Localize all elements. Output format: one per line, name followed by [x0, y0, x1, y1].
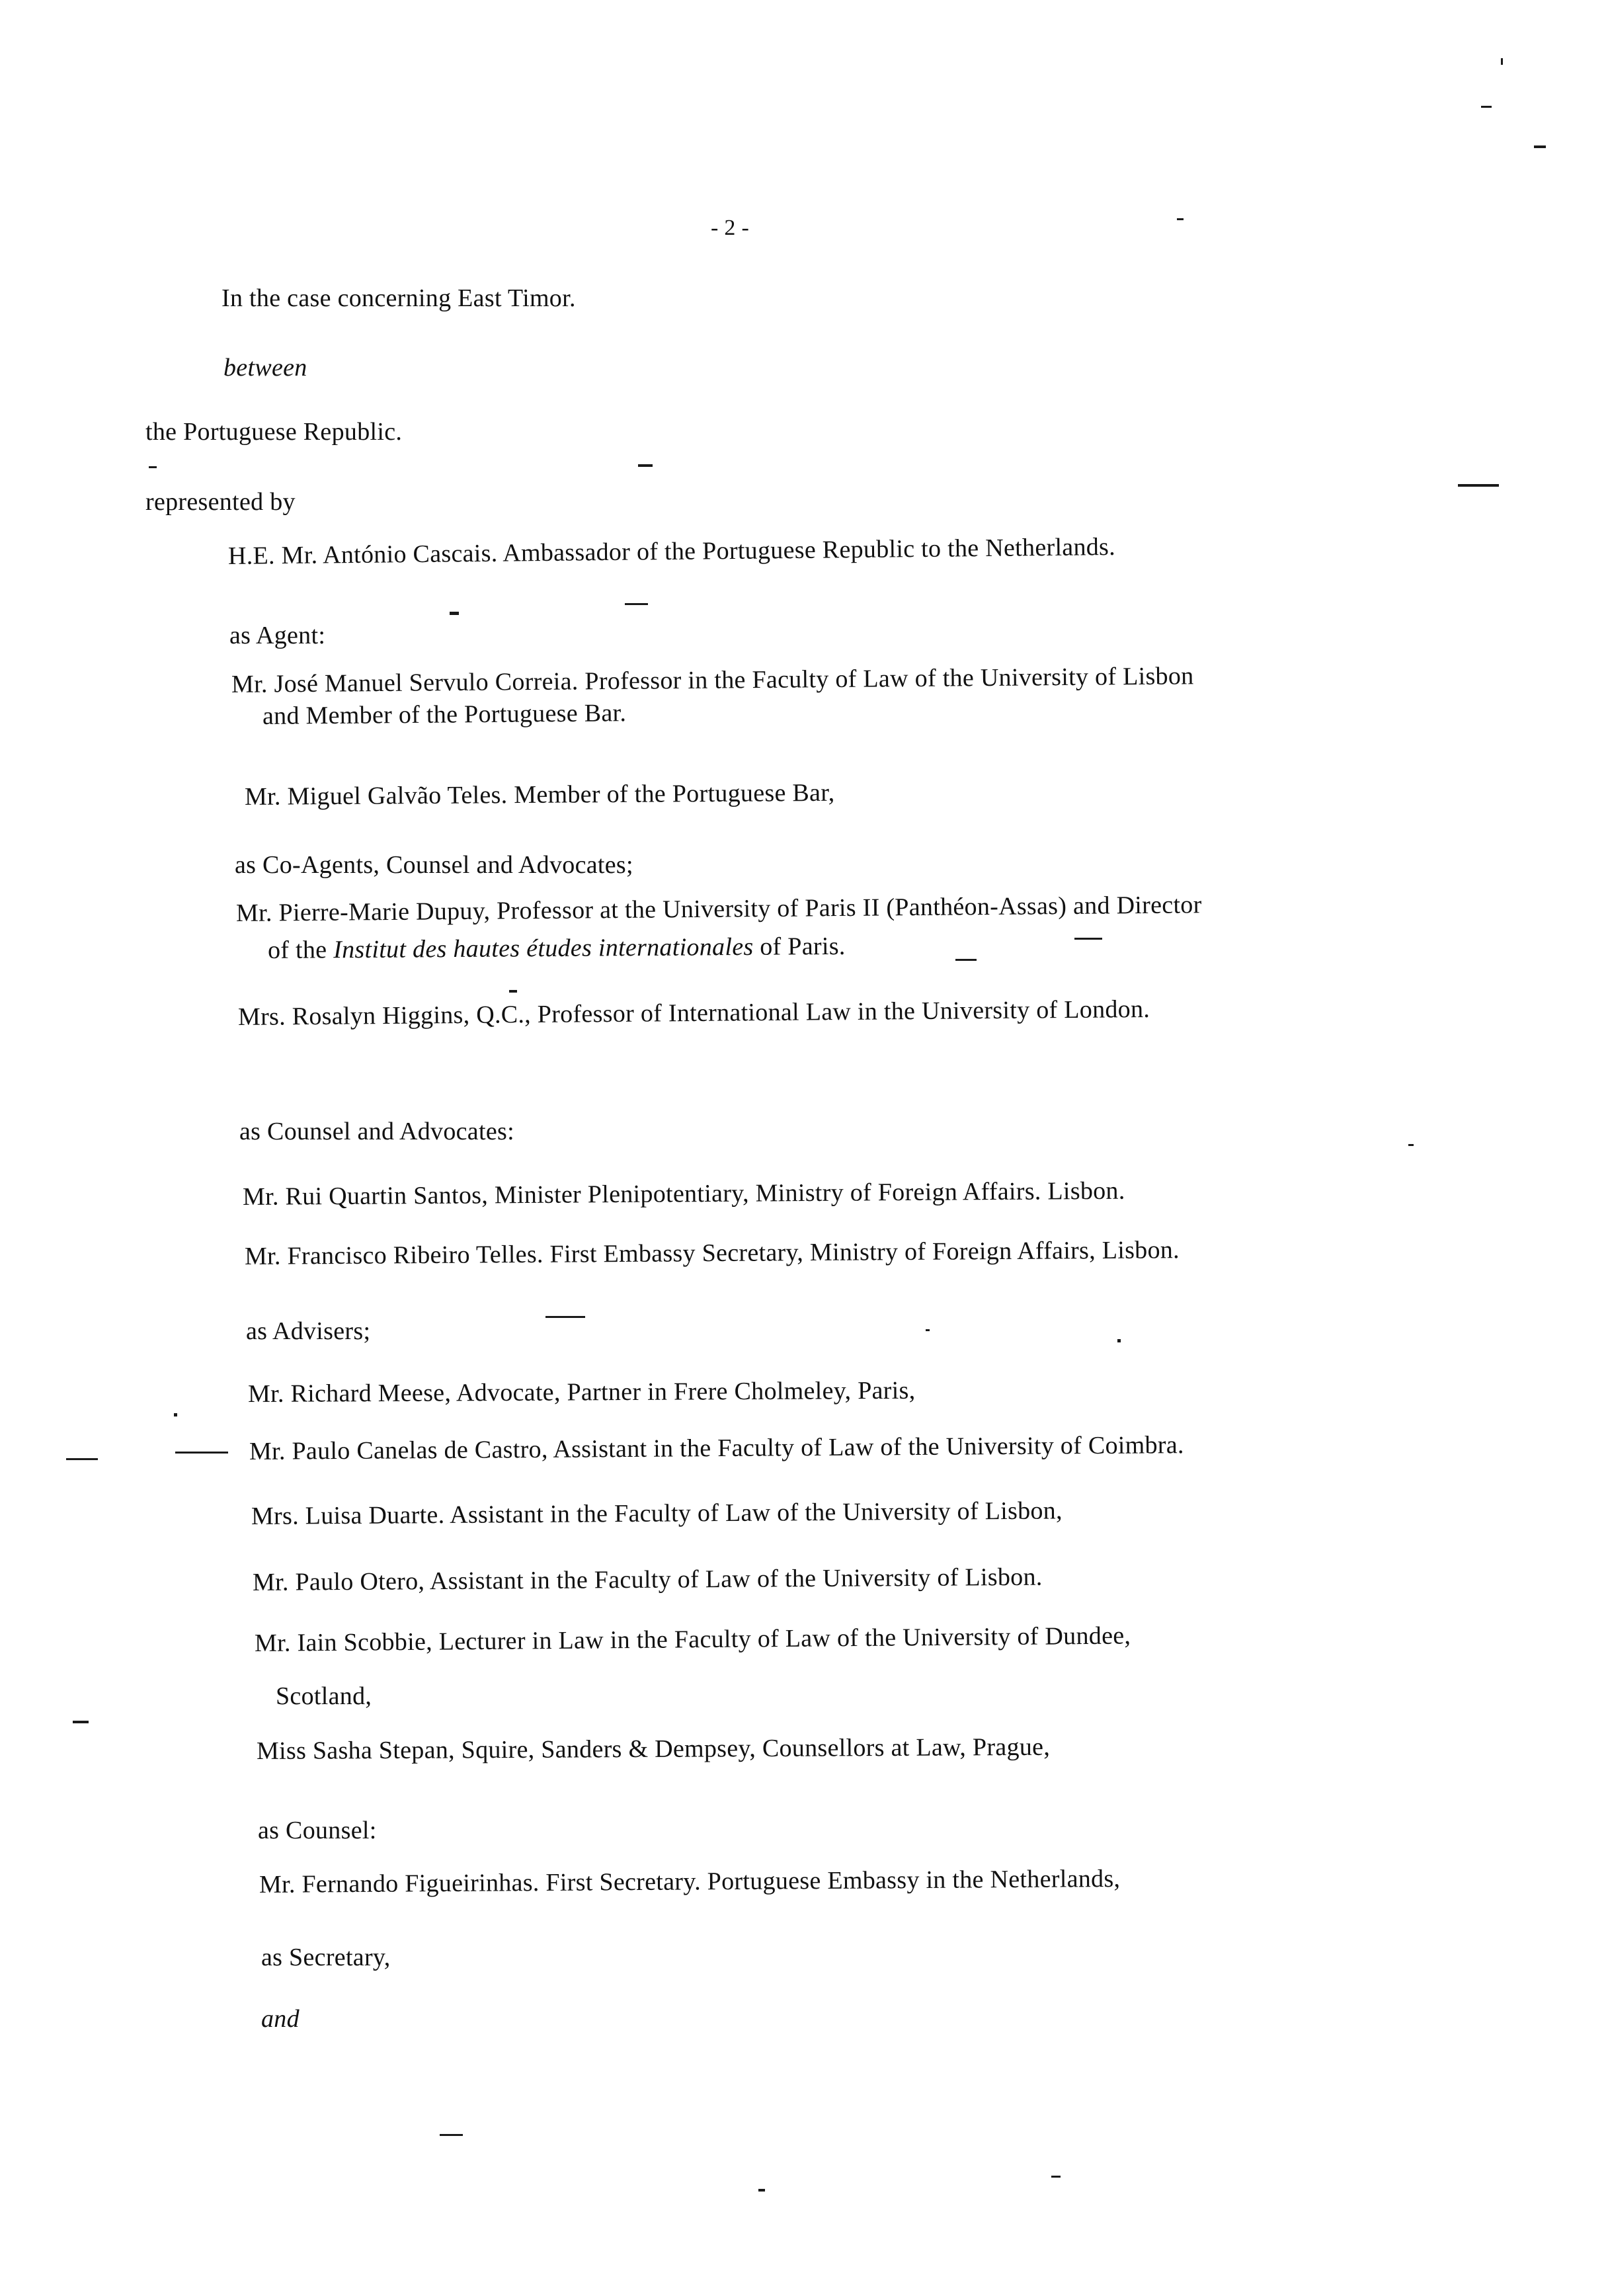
- scan-speck: [1458, 484, 1499, 487]
- otero-line: Mr. Paulo Otero, Assistant in the Faculty of Law of the University of Lisbon.: [252, 1563, 1043, 1596]
- stepan-line: Miss Sasha Stepan, Squire, Sanders & Dempsey, Counsellors at Law, Prague,: [256, 1733, 1051, 1765]
- scan-speck: [440, 2134, 463, 2136]
- scan-speck: [625, 603, 648, 605]
- santos-line: Mr. Rui Quartin Santos, Minister Plenipotentiary, Ministry of Foreign Affairs. Lisbon.: [242, 1176, 1125, 1211]
- servulo-line-1: Mr. José Manuel Servulo Correia. Professor in the Faculty of Law of the University of Lisbon: [231, 662, 1194, 698]
- scobbie-line-1: Mr. Iain Scobbie, Lecturer in Law in the Faculty of Law of the University of Dundee,: [254, 1621, 1131, 1657]
- dupuy-of-paris: of Paris.: [753, 932, 846, 961]
- scan-speck: [758, 2189, 765, 2192]
- party-name: the Portuguese Republic.: [145, 418, 403, 446]
- scan-speck: [1074, 938, 1102, 940]
- meese-line: Mr. Richard Meese, Advocate, Partner in Frere Cholmeley, Paris,: [247, 1376, 916, 1408]
- scan-speck: [1501, 58, 1503, 65]
- scan-speck: [66, 1458, 98, 1460]
- between-text: between: [223, 354, 307, 382]
- ribeiro-line: Mr. Francisco Ribeiro Telles. First Embassy Secretary, Ministry of Foreign Affairs, Lisbon.: [244, 1236, 1180, 1270]
- scan-speck: [149, 466, 157, 468]
- page-number: - 2 -: [711, 216, 750, 240]
- scan-speck: [73, 1721, 89, 1723]
- case-heading: In the case concerning East Timor.: [221, 284, 576, 312]
- scan-speck: [1534, 145, 1546, 148]
- scan-speck: [1051, 2176, 1061, 2178]
- scan-speck: [955, 959, 977, 961]
- institute-name: Institut des hautes études internationales: [333, 932, 754, 964]
- scobbie-line-2: Scotland,: [276, 1682, 372, 1710]
- scan-speck: [1481, 106, 1492, 108]
- scan-speck: [450, 612, 459, 615]
- scan-speck: [926, 1329, 930, 1331]
- agent-line: H.E. Mr. António Cascais. Ambassador of the Portuguese Republic to the Netherlands.: [227, 532, 1116, 570]
- canelas-line: Mr. Paulo Canelas de Castro, Assistant in the Faculty of Law of the University of Coimbra.: [249, 1431, 1184, 1465]
- scan-speck: [174, 1413, 177, 1416]
- role-counsel: as Counsel:: [258, 1817, 377, 1844]
- scan-speck: [175, 1452, 228, 1454]
- dupuy-of-the: of the: [267, 936, 334, 964]
- role-coagents: as Co-Agents, Counsel and Advocates;: [235, 851, 633, 879]
- servulo-line-2: and Member of the Portuguese Bar.: [262, 699, 627, 730]
- scan-speck: [1177, 218, 1184, 220]
- higgins-line: Mrs. Rosalyn Higgins, Q.C., Professor of International Law in the University of London.: [237, 995, 1150, 1031]
- figueirinhas-line: Mr. Fernando Figueirinhas. First Secretary. Portuguese Embassy in the Netherlands,: [259, 1864, 1121, 1899]
- galvao-line: Mr. Miguel Galvão Teles. Member of the Portuguese Bar,: [244, 778, 835, 811]
- role-agent: as Agent:: [229, 622, 326, 649]
- scan-speck: [1408, 1144, 1414, 1146]
- scan-speck: [545, 1316, 585, 1318]
- scan-speck: [1117, 1339, 1121, 1342]
- represented-by: represented by: [145, 488, 296, 516]
- duarte-line: Mrs. Luisa Duarte. Assistant in the Faculty of Law of the University of Lisbon,: [251, 1496, 1063, 1530]
- role-advisers: as Advisers;: [246, 1317, 371, 1345]
- dupuy-line-2: [268, 931, 846, 965]
- role-secretary: as Secretary,: [261, 1944, 391, 1971]
- dupuy-line-1: Mr. Pierre-Marie Dupuy, Professor at the University of Paris II (Panthéon-Assas) and Director: [235, 891, 1202, 927]
- role-counsel-advocates: as Counsel and Advocates:: [239, 1118, 514, 1145]
- scan-speck: [509, 990, 517, 993]
- and-text: and: [261, 2005, 300, 2033]
- scan-speck: [638, 464, 653, 467]
